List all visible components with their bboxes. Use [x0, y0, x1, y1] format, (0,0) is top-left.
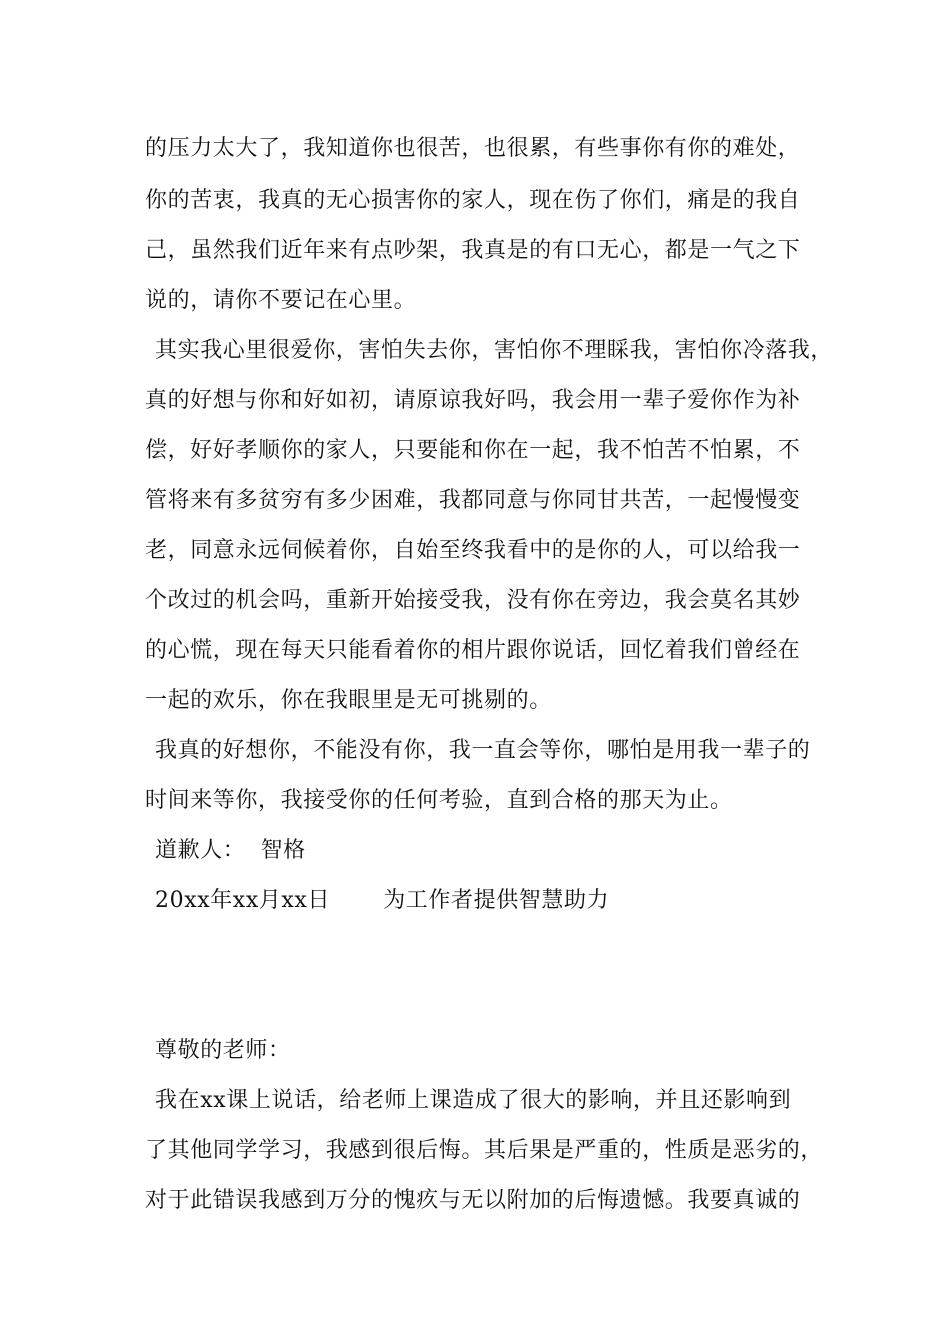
date-line: 20xx年xx月xx日 为工作者提供智慧助力	[155, 888, 610, 913]
text-line: 时间来等你，我接受你的任何考验，直到合格的那天为止。	[145, 788, 733, 813]
text-line: 一起的欢乐，你在我眼里是无可挑剔的。	[145, 688, 552, 713]
text-line: 我真的好想你，不能没有你，我一直会等你，哪怕是用我一辈子的	[155, 738, 811, 763]
text-line: 我在xx课上说话，给老师上课造成了很大的影响，并且还影响到	[155, 1088, 792, 1113]
text-line: 对于此错误我感到万分的愧疚与无以附加的后悔遗憾。我要真诚的	[145, 1188, 801, 1213]
text-line: 真的好想与你和好如初，请原谅我好吗，我会用一辈子爱你作为补	[145, 388, 801, 413]
text-line: 己，虽然我们近年来有点吵架，我真是的有口无心，都是一气之下	[145, 238, 801, 263]
text-line: 说的，请你不要记在心里。	[145, 288, 417, 313]
salutation: 尊敬的老师：	[155, 1038, 291, 1063]
signature-line: 道歉人： 智格	[155, 838, 306, 863]
text-line: 老，同意永远伺候着你，自始至终我看中的是你的人，可以给我一	[145, 538, 801, 563]
text-line: 的压力太大了，我知道你也很苦，也很累，有些事你有你的难处，	[145, 136, 801, 161]
text-line: 偿，好好孝顺你的家人，只要能和你在一起，我不怕苦不怕累，不	[145, 438, 801, 463]
text-line: 了其他同学学习，我感到很后悔。其后果是严重的，性质是恶劣的，	[145, 1138, 824, 1163]
text-line: 其实我心里很爱你，害怕失去你，害怕你不理睬我，害怕你冷落我，	[155, 338, 834, 363]
text-line: 管将来有多贫穷有多少困难，我都同意与你同甘共苦，一起慢慢变	[145, 488, 801, 513]
text-line: 的心慌，现在每天只能看着你的相片跟你说话，回忆着我们曾经在	[145, 638, 801, 663]
text-line: 你的苦衷，我真的无心损害你的家人，现在伤了你们，痛是的我自	[145, 188, 801, 213]
text-line: 个改过的机会吗，重新开始接受我，没有你在旁边，我会莫名其妙	[145, 588, 801, 613]
